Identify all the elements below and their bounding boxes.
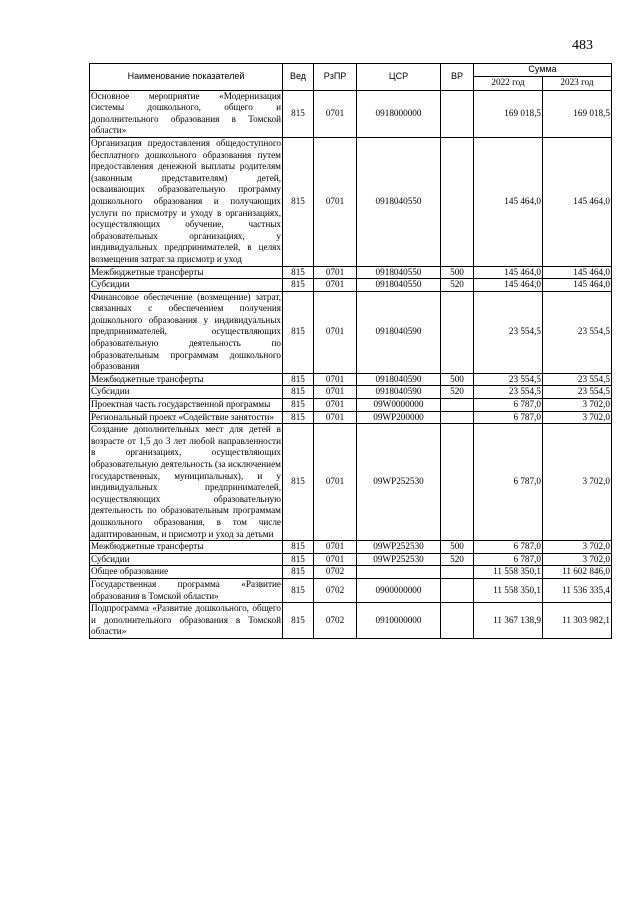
row-ved: 815 [283, 90, 314, 137]
row-name: Проектная часть государственной программы [90, 399, 283, 412]
row-vr: 520 [441, 553, 474, 566]
row-rzpr: 0701 [314, 411, 357, 424]
row-sum-2022: 23 554,5 [474, 373, 543, 386]
row-csr: 0918040550 [357, 279, 441, 292]
table-row [90, 553, 612, 566]
row-name: Региональный проект «Содействие занятости» [90, 411, 283, 424]
row-sum-2023: 145 464,0 [543, 279, 612, 292]
row-sum-2022: 145 464,0 [474, 137, 543, 266]
row-name: Общее образование [90, 566, 283, 579]
row-vr: 500 [441, 541, 474, 554]
budget-table [89, 63, 612, 639]
row-ved: 815 [283, 553, 314, 566]
header-csr: ЦСР [357, 64, 441, 91]
table-row [90, 566, 612, 579]
row-vr [441, 90, 474, 137]
row-name: Субсидии [90, 553, 283, 566]
table-row [90, 373, 612, 386]
table-row [90, 137, 612, 266]
header-year-2023: 2023 год [543, 76, 612, 90]
row-vr: 500 [441, 266, 474, 279]
row-name: Основное мероприятие «Модернизация системы дошкольного, общего и дополнительного образования в Томской области» [90, 90, 283, 137]
row-rzpr: 0701 [314, 291, 357, 373]
row-sum-2022: 6 787,0 [474, 424, 543, 541]
row-ved: 815 [283, 399, 314, 412]
row-csr: 0918040590 [357, 291, 441, 373]
table-row [90, 90, 612, 137]
row-sum-2022: 11 558 350,1 [474, 578, 543, 602]
row-sum-2022: 169 018,5 [474, 90, 543, 137]
row-csr: 0918040590 [357, 386, 441, 399]
row-sum-2023: 145 464,0 [543, 137, 612, 266]
row-sum-2023: 23 554,5 [543, 373, 612, 386]
row-rzpr: 0702 [314, 603, 357, 639]
row-sum-2023: 169 018,5 [543, 90, 612, 137]
row-name: Подпрограмма «Развитие дошкольного, общего и дополнительного образования в Томской области» [90, 603, 283, 639]
row-sum-2023: 23 554,5 [543, 386, 612, 399]
row-csr: 0918000000 [357, 90, 441, 137]
row-ved: 815 [283, 411, 314, 424]
table-row [90, 411, 612, 424]
table-row [90, 291, 612, 373]
row-sum-2022: 6 787,0 [474, 541, 543, 554]
row-rzpr: 0701 [314, 137, 357, 266]
header-vr: ВР [441, 64, 474, 91]
row-ved: 815 [283, 566, 314, 579]
row-sum-2023: 11 536 335,4 [543, 578, 612, 602]
row-rzpr: 0701 [314, 386, 357, 399]
table-row [90, 386, 612, 399]
page-number: 483 [572, 38, 593, 53]
row-vr [441, 578, 474, 602]
row-ved: 815 [283, 603, 314, 639]
table-row [90, 603, 612, 639]
row-ved: 815 [283, 266, 314, 279]
header-year-2022: 2022 год [474, 76, 543, 90]
row-csr [357, 566, 441, 579]
header-rzpr: РзПР [314, 64, 357, 91]
row-sum-2023: 23 554,5 [543, 291, 612, 373]
row-rzpr: 0701 [314, 553, 357, 566]
row-sum-2023: 11 303 982,1 [543, 603, 612, 639]
row-vr: 520 [441, 386, 474, 399]
table-row [90, 578, 612, 602]
row-ved: 815 [283, 578, 314, 602]
table-row [90, 279, 612, 292]
row-ved: 815 [283, 373, 314, 386]
header-name: Наименование показателей [90, 64, 283, 91]
row-sum-2022: 11 558 350,1 [474, 566, 543, 579]
row-sum-2022: 11 367 138,9 [474, 603, 543, 639]
row-sum-2023: 145 464,0 [543, 266, 612, 279]
row-rzpr: 0701 [314, 399, 357, 412]
row-sum-2022: 6 787,0 [474, 411, 543, 424]
row-ved: 815 [283, 279, 314, 292]
row-name: Межбюджетные трансферты [90, 373, 283, 386]
row-ved: 815 [283, 424, 314, 541]
row-rzpr: 0702 [314, 578, 357, 602]
row-rzpr: 0701 [314, 424, 357, 541]
row-sum-2022: 6 787,0 [474, 399, 543, 412]
row-sum-2022: 145 464,0 [474, 279, 543, 292]
row-rzpr: 0701 [314, 541, 357, 554]
row-csr: 0918040550 [357, 137, 441, 266]
row-vr: 500 [441, 373, 474, 386]
row-vr [441, 411, 474, 424]
row-ved: 815 [283, 386, 314, 399]
row-name: Государственная программа «Развитие образования в Томской области» [90, 578, 283, 602]
row-ved: 815 [283, 541, 314, 554]
row-sum-2022: 145 464,0 [474, 266, 543, 279]
row-name: Субсидии [90, 279, 283, 292]
row-name: Финансовое обеспечение (возмещение) затрат, связанных с обеспечением получения дошкольного образования у индивидуальных предпринимателей, осуществляющих образовательную деятельность по образовательным программам дошкольного образования [90, 291, 283, 373]
row-vr: 520 [441, 279, 474, 292]
row-sum-2022: 23 554,5 [474, 291, 543, 373]
row-sum-2023: 3 702,0 [543, 541, 612, 554]
table-row [90, 424, 612, 541]
row-rzpr: 0701 [314, 266, 357, 279]
row-vr [441, 291, 474, 373]
table-row [90, 399, 612, 412]
row-rzpr: 0701 [314, 373, 357, 386]
row-vr [441, 603, 474, 639]
row-sum-2023: 11 602 846,0 [543, 566, 612, 579]
row-rzpr: 0702 [314, 566, 357, 579]
row-sum-2023: 3 702,0 [543, 424, 612, 541]
row-name: Организация предоставления общедоступного бесплатного дошкольного образования путем предоставления денежной выплаты родителям (законным представителям) детей, осваивающих образовательную программу дошкольного образования и получающих услуги по присмотру и уходу в организациях, осуществляющих обучение, частных образовательных организациях, у индивидуальных предпринимателей, в целях возмещения затрат за присмотр и уход [90, 137, 283, 266]
row-rzpr: 0701 [314, 90, 357, 137]
row-vr [441, 399, 474, 412]
row-csr: 0918040550 [357, 266, 441, 279]
row-vr [441, 566, 474, 579]
row-vr [441, 137, 474, 266]
row-csr: 09W0000000 [357, 399, 441, 412]
row-sum-2023: 3 702,0 [543, 399, 612, 412]
row-name: Межбюджетные трансферты [90, 541, 283, 554]
header-ved: Вед [283, 64, 314, 91]
row-csr: 09WP200000 [357, 411, 441, 424]
row-ved: 815 [283, 291, 314, 373]
row-csr: 09WP252530 [357, 553, 441, 566]
row-rzpr: 0701 [314, 279, 357, 292]
row-sum-2022: 23 554,5 [474, 386, 543, 399]
row-ved: 815 [283, 137, 314, 266]
row-csr: 0918040590 [357, 373, 441, 386]
header-sum: Сумма [474, 64, 612, 77]
row-sum-2022: 6 787,0 [474, 553, 543, 566]
table-body [90, 90, 612, 638]
row-name: Межбюджетные трансферты [90, 266, 283, 279]
row-csr: 0900000000 [357, 578, 441, 602]
row-csr: 0910000000 [357, 603, 441, 639]
table-row [90, 266, 612, 279]
row-name: Субсидии [90, 386, 283, 399]
row-csr: 09WP252530 [357, 424, 441, 541]
row-csr: 09WP252530 [357, 541, 441, 554]
row-vr [441, 424, 474, 541]
table-row [90, 541, 612, 554]
row-sum-2023: 3 702,0 [543, 553, 612, 566]
row-name: Создание дополнительных мест для детей в возрасте от 1,5 до 3 лет любой направленности в организациях, осуществляющих образовательную деятельность (за исключением государственных, муниципальных), и у индивидуальных предпринимателей, осуществляющих образовательную деятельность по образовательным программам дошкольного образования, в том числе адаптированным, и присмотр и уход за детьми [90, 424, 283, 541]
row-sum-2023: 3 702,0 [543, 411, 612, 424]
